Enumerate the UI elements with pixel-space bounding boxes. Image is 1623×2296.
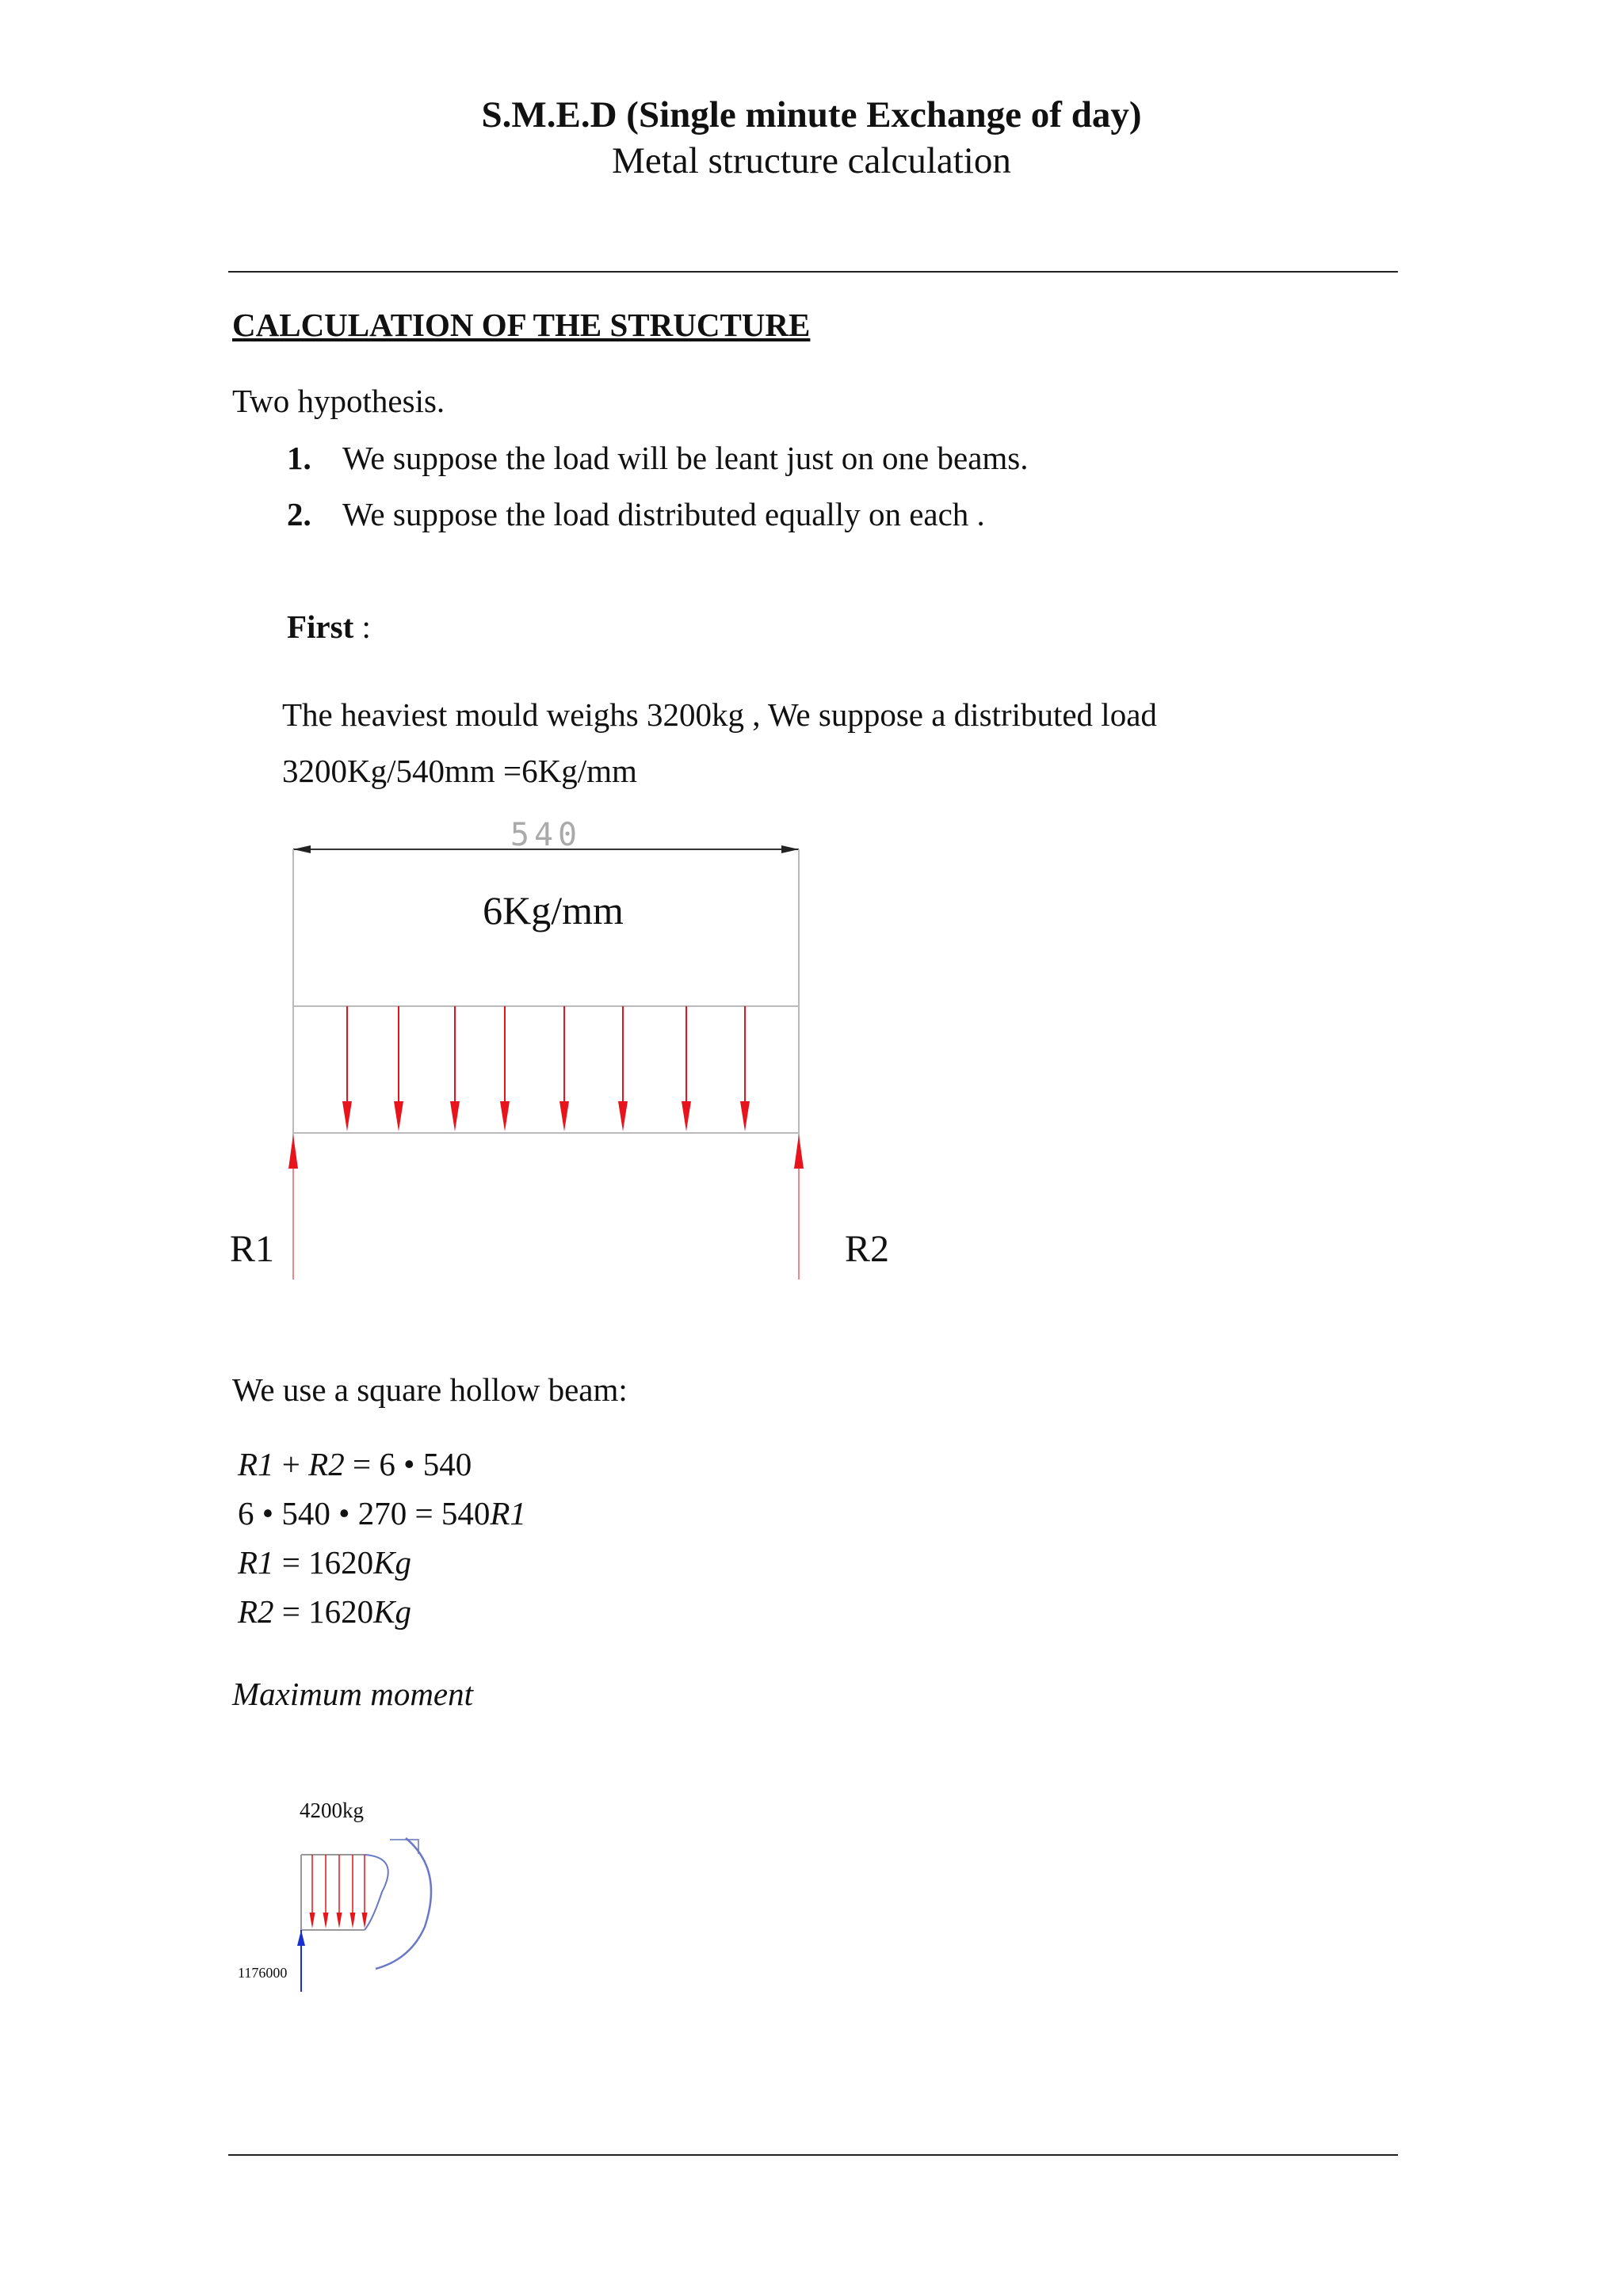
footer-divider <box>228 2154 1398 2156</box>
small-load-label: 4200kg <box>300 1798 364 1822</box>
first-suffix: : <box>353 608 371 645</box>
equation-rhs: = 1620 <box>273 1544 374 1581</box>
small-load-arrow-head <box>323 1913 329 1928</box>
hypothesis-text: We suppose the load distributed equally on each . <box>342 496 985 532</box>
equation-variable: R1 <box>238 1446 274 1482</box>
equation-rhs: = 1620 <box>273 1593 374 1630</box>
equation-variable: R2 <box>238 1593 274 1630</box>
reaction-label-r2: R2 <box>845 1228 890 1270</box>
load-text-line-2: 3200Kg/540mm =6Kg/mm <box>282 753 637 789</box>
load-arrow-head <box>618 1101 628 1131</box>
equation-variable: R1 <box>490 1495 526 1531</box>
hypothesis-number: 2. <box>287 496 311 532</box>
equation-unit: Kg <box>373 1593 412 1630</box>
intro-text: Two hypothesis. <box>232 383 445 419</box>
first-case-label <box>287 608 371 646</box>
dimension-arrow-right <box>781 845 799 853</box>
load-arrow-head <box>500 1101 510 1131</box>
load-text-line-1: The heaviest mould weighs 3200kg , We suppose a distributed load <box>282 696 1157 733</box>
load-arrow-head <box>342 1101 352 1131</box>
small-load-arrow-head <box>310 1913 315 1928</box>
hypothesis-item-1 <box>287 439 1028 477</box>
reaction-label-r1: R1 <box>230 1228 275 1270</box>
maximum-moment-heading: Maximum moment <box>232 1676 474 1712</box>
beam-load-diagram <box>214 808 927 1299</box>
beam-description: We use a square hollow beam: <box>232 1371 628 1408</box>
equation-variable: R2 <box>308 1446 345 1482</box>
load-arrow-head <box>682 1101 691 1131</box>
reaction-arrow-r2 <box>794 1135 804 1169</box>
first-label: First <box>287 608 354 645</box>
hypothesis-text: We suppose the load will be leant just on one beams. <box>342 440 1029 476</box>
reaction-arrow-r1 <box>288 1135 298 1169</box>
load-label: 6Kg/mm <box>483 888 624 933</box>
load-arrow-head <box>559 1101 569 1131</box>
equation-lhs: 6 • 540 • 270 = 540 <box>238 1495 491 1531</box>
header-divider <box>228 271 1398 273</box>
equation-1 <box>238 1445 472 1483</box>
moment-diagram <box>222 1783 460 2004</box>
equation-3 <box>238 1543 411 1581</box>
section-heading: CALCULATION OF THE STRUCTURE <box>232 307 811 343</box>
hypothesis-number: 1. <box>287 440 311 476</box>
equation-variable: R1 <box>238 1544 274 1581</box>
load-arrow-head <box>740 1101 750 1131</box>
dimension-label: 540 <box>510 817 582 853</box>
equation-operator: + <box>273 1446 309 1482</box>
small-load-arrow-head <box>350 1913 356 1928</box>
equation-rhs: = 6 • 540 <box>344 1446 472 1482</box>
equation-4 <box>238 1592 411 1630</box>
section-cut-curve <box>365 1855 388 1930</box>
small-reaction-arrow <box>297 1930 305 1946</box>
load-arrow-head <box>450 1101 460 1131</box>
document-subtitle: Metal structure calculation <box>612 140 1011 181</box>
moment-arc <box>376 1838 431 1969</box>
hypothesis-item-2 <box>287 495 985 533</box>
small-reaction-label: 1176000 <box>238 1965 288 1981</box>
dimension-arrow-left <box>293 845 311 853</box>
equation-unit: Kg <box>373 1544 412 1581</box>
document-title: S.M.E.D (Single minute Exchange of day) <box>481 94 1142 135</box>
small-load-arrow-head <box>337 1913 342 1928</box>
equation-2 <box>238 1494 526 1532</box>
load-arrow-head <box>394 1101 403 1131</box>
